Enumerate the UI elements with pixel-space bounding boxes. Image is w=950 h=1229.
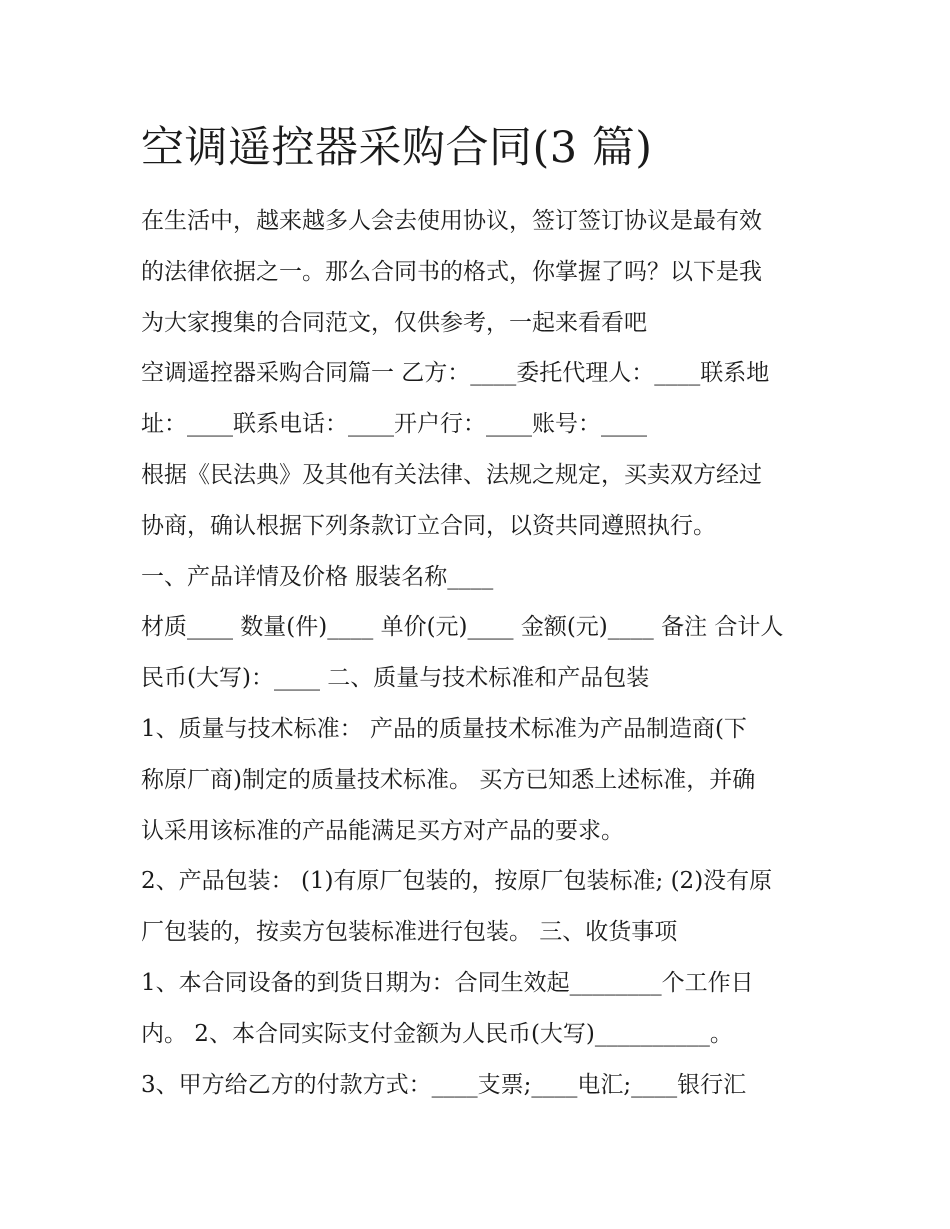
text-line: 空调遥控器采购合同篇一 乙方：____委托代理人：____联系地 xyxy=(141,360,770,387)
document-title: 空调遥控器采购合同(3 篇) xyxy=(141,123,653,173)
text-line: 根据《民法典》及其他有关法律、法规之规定，买卖双方经过 xyxy=(141,461,762,488)
text-line: 认采用该标准的产品能满足买方对产品的要求。 xyxy=(141,817,624,844)
text-line: 民币(大写)：____ 二、质量与技术标准和产品包装 xyxy=(141,665,650,692)
text-line: 材质____ 数量(件)____ 单价(元)____ 金额(元)____ 备注 合计人 xyxy=(141,614,784,641)
text-line: 2、产品包装： (1)有原厂包装的，按原厂包装标准; (2)没有原 xyxy=(141,868,773,895)
text-line: 厂包装的，按卖方包装标准进行包装。 三、收货事项 xyxy=(141,919,678,946)
text-line: 3、甲方给乙方的付款方式：____支票;____电汇;____银行汇 xyxy=(141,1071,747,1098)
text-line: 1、质量与技术标准： 产品的质量技术标准为产品制造商(下 xyxy=(141,715,747,742)
text-line: 内。 2、本合同实际支付金额为人民币(大写)__________。 xyxy=(141,1020,733,1047)
text-line: 协商，确认根据下列条款订立合同，以资共同遵照执行。 xyxy=(141,512,716,539)
document-body xyxy=(141,196,813,1110)
text-line: 1、本合同设备的到货日期为：合同生效起________个工作日 xyxy=(141,969,754,996)
text-line: 为大家搜集的合同范文，仅供参考，一起来看看吧 xyxy=(141,309,647,336)
text-line: 一、产品详情及价格 服装名称____ xyxy=(141,563,494,590)
text-line: 在生活中，越来越多人会去使用协议，签订签订协议是最有效 xyxy=(141,208,762,234)
text-line: 址：____联系电话：____开户行：____账号：____ xyxy=(141,411,647,438)
text-line: 称原厂商)制定的质量技术标准。 买方已知悉上述标准，并确 xyxy=(141,766,756,793)
text-line: 的法律依据之一。那么合同书的格式，你掌握了吗？以下是我 xyxy=(141,258,762,285)
